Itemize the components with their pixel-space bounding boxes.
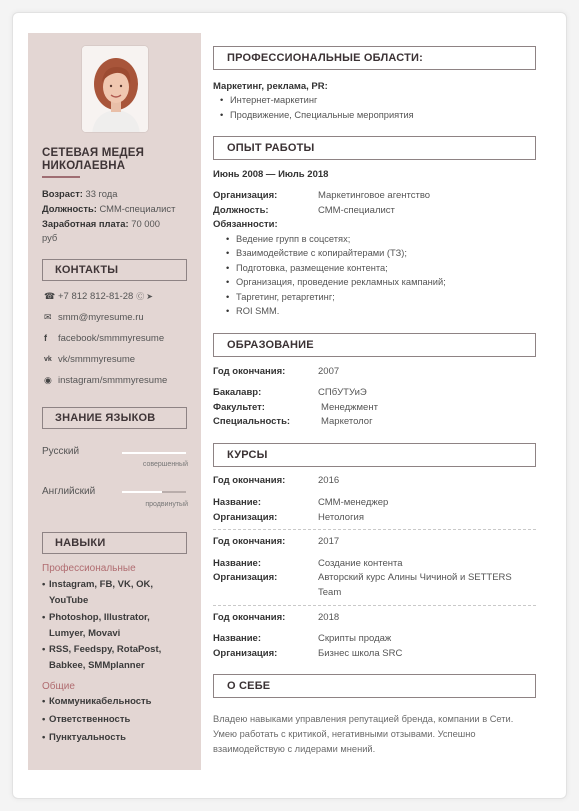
profile-photo xyxy=(81,45,149,133)
skill-item: • RSS, Feedspy, RotaPost, Babkee, SMMplanner xyxy=(42,644,162,671)
facebook-icon: f xyxy=(44,333,47,343)
work-heading: ОПЫТ РАБОТЫ xyxy=(213,136,536,160)
language-english-level: продвинутый xyxy=(145,501,188,508)
course-divider xyxy=(213,529,536,530)
about-heading: О СЕБЕ xyxy=(213,674,536,698)
course-name-label: Название: xyxy=(213,633,262,644)
course-org-label: Организация: xyxy=(213,512,278,523)
skills-professional-title: Профессиональные xyxy=(42,563,136,574)
courses-heading: КУРСЫ xyxy=(213,443,536,467)
areas-heading: ПРОФЕССИОНАЛЬНЫЕ ОБЛАСТИ: xyxy=(213,46,536,70)
skill-item: • Ответственность xyxy=(42,714,131,725)
age-label: Возраст: xyxy=(42,188,83,199)
skill-item: • Instagram, FB, VK, OK, YouTube xyxy=(42,579,153,606)
course-org-label: Организация: xyxy=(213,572,278,583)
about-text: Владею навыками управления репутацией бренда, компании в Сети. Умею работать с критикой, негативными отзывами. Успешно взаимодействую с лидерами мнений. xyxy=(213,714,514,754)
languages-heading: ЗНАНИЕ ЯЗЫКОВ xyxy=(42,407,187,429)
duty-item: • Взаимодействие с копирайтерами (ТЗ); xyxy=(236,248,407,258)
skill-item: • Пунктуальность xyxy=(42,732,127,743)
course-name-label: Название: xyxy=(213,558,262,569)
name-line-2: НИКОЛАЕВНА xyxy=(42,160,126,172)
course-year-value: 2017 xyxy=(318,536,340,547)
telegram-icon: ➤ xyxy=(146,291,153,301)
language-russian: Русский xyxy=(42,446,80,457)
person-name xyxy=(42,147,192,173)
contacts-heading: КОНТАКТЫ xyxy=(42,259,187,281)
email-text: smm@myresume.ru xyxy=(58,311,144,323)
language-russian-level: совершенный xyxy=(142,461,188,468)
duty-item: • Подготовка, размещение контента; xyxy=(236,263,388,273)
phone-icon: ☎ xyxy=(44,290,56,301)
course-org-label: Организация: xyxy=(213,648,278,659)
salary-row xyxy=(42,217,197,245)
age-row xyxy=(42,187,197,201)
course-org-value: Нетология xyxy=(318,512,364,523)
mail-icon: ✉ xyxy=(44,311,52,322)
language-english: Английский xyxy=(42,486,96,497)
phone-text: +7 812 812-81-28 xyxy=(58,290,134,302)
salary-value: 70 000 xyxy=(131,218,160,229)
contact-facebook[interactable] xyxy=(44,331,164,345)
language-russian-bar xyxy=(122,452,186,454)
edu-faculty-value: Менеджмент xyxy=(321,402,378,413)
area-item: • Продвижение, Специальные мероприятия xyxy=(230,110,414,120)
edu-year-value: 2007 xyxy=(318,366,340,377)
work-duties-label: Обязанности: xyxy=(213,219,278,230)
contact-email[interactable] xyxy=(44,310,144,324)
work-position-value: СММ-специалист xyxy=(318,205,395,216)
area-item: • Интернет-маркетинг xyxy=(230,95,317,105)
vk-text: vk/smmmyresume xyxy=(58,353,136,365)
course-name-value: СММ-менеджер xyxy=(318,497,389,508)
instagram-icon: ◉ xyxy=(44,374,52,385)
contact-instagram[interactable] xyxy=(44,373,167,387)
course-org-value: Авторский курс Алины Чичиной и SETTERS xyxy=(318,572,512,583)
work-period: Июнь 2008 — Июль 2018 xyxy=(213,169,329,180)
name-underline xyxy=(42,176,80,178)
edu-year-label: Год окончания: xyxy=(213,366,286,377)
course-name-value: Скрипты продаж xyxy=(318,633,392,644)
edu-specialty-label: Специальность: xyxy=(213,416,291,427)
contact-vk[interactable] xyxy=(44,352,135,366)
education-heading: ОБРАЗОВАНИЕ xyxy=(213,333,536,357)
skills-general-title: Общие xyxy=(42,681,75,692)
duty-item: • Ведение групп в соцсетях; xyxy=(236,234,350,244)
course-year-label: Год окончания: xyxy=(213,536,286,547)
course-year-value: 2018 xyxy=(318,612,340,623)
skill-item: • Photoshop, Illustrator, Lumyer, Movavi xyxy=(42,612,150,639)
whatsapp-icon: Ⓒ xyxy=(136,291,145,301)
course-year-label: Год окончания: xyxy=(213,612,286,623)
vk-icon: vk xyxy=(44,355,52,363)
edu-faculty-label: Факультет: xyxy=(213,402,265,413)
areas-subtitle: Маркетинг, реклама, PR: xyxy=(213,81,328,92)
course-divider xyxy=(213,605,536,606)
work-position-label: Должность: xyxy=(213,205,269,216)
course-year-value: 2016 xyxy=(318,475,340,486)
course-name-label: Название: xyxy=(213,497,262,508)
position-label: Должность: xyxy=(42,203,97,214)
edu-bachelor-value: СПбУТУиЭ xyxy=(318,387,367,398)
skill-item: • Коммуникабельность xyxy=(42,696,152,707)
course-year-label: Год окончания: xyxy=(213,475,286,486)
language-english-bar xyxy=(122,491,186,493)
work-org-label: Организация: xyxy=(213,190,278,201)
duty-item: • Организация, проведение рекламных кампаний; xyxy=(236,277,446,287)
course-org-value-cont: Team xyxy=(318,587,342,598)
name-line-1: СЕТЕВАЯ МЕДЕЯ xyxy=(42,147,145,159)
skills-heading: НАВЫКИ xyxy=(42,532,187,554)
duty-item: • ROI SMM. xyxy=(236,306,279,316)
contact-phone[interactable] xyxy=(44,289,153,303)
age-value: 33 года xyxy=(85,188,118,199)
course-name-value: Создание контента xyxy=(318,558,403,569)
salary-label: Заработная плата: xyxy=(42,218,129,229)
instagram-text: instagram/smmmyresume xyxy=(58,374,168,386)
course-org-value: Бизнес школа SRC xyxy=(318,648,403,659)
edu-specialty-value: Маркетолог xyxy=(321,416,373,427)
position-row xyxy=(42,202,197,216)
duty-item: • Таргетинг, ретаргетинг; xyxy=(236,292,335,302)
facebook-text: facebook/smmmyresume xyxy=(58,332,165,344)
position-value: СММ-специалист xyxy=(99,203,176,214)
edu-bachelor-label: Бакалавр: xyxy=(213,387,262,398)
salary-currency: руб xyxy=(42,232,58,243)
work-org-value: Маркетинговое агентство xyxy=(318,190,431,201)
